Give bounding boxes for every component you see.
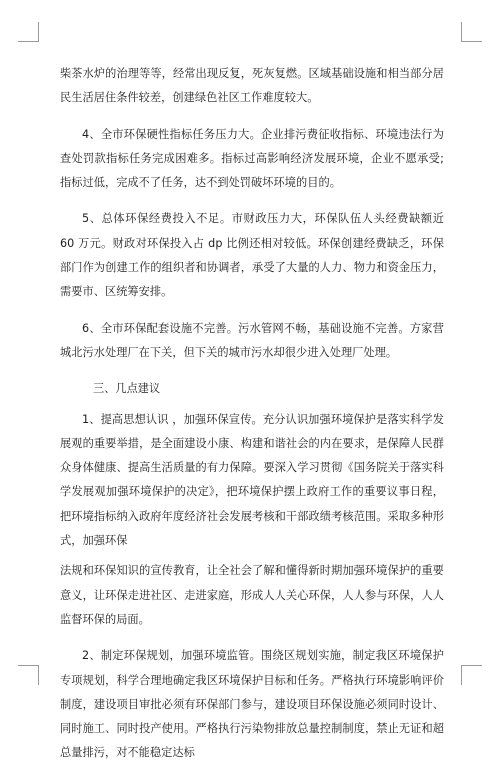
document-body [60, 62, 444, 778]
paragraph-hard-indicator-pressure: 4、全市环保硬性指标任务压力大。企业排污费征收指标、环境违法行为查处罚款指标任务完成困难多。指标过高影响经济发展环境，企业不愿承受;指标过低，完成不了任务，达不到处罚破坏环境的目的。 [60, 127, 444, 190]
crop-mark-top-right-vertical [461, 22, 462, 42]
crop-mark-bottom-right-vertical [461, 665, 462, 685]
crop-mark-bottom-left-vertical [38, 665, 39, 685]
crop-mark-top-right-horizontal [461, 41, 482, 42]
section-heading-recommendations: 三、几点建议 [93, 382, 161, 396]
crop-mark-top-left-vertical [38, 22, 39, 42]
paragraph-supporting-facilities: 6、全市环保配套设施不完善。污水管网不畅，基础设施不完善。方家营城北污水处理厂在下关，但下关的城市污水却很少进入处理厂处理。 [60, 321, 444, 359]
crop-mark-bottom-right-horizontal [461, 665, 482, 666]
crop-mark-bottom-left-horizontal [18, 665, 39, 666]
paragraph-legal-education: 法规和环保知识的宣传教育，让全社会了解和懂得新时期加强环境保护的重要意义，让环保走进社区、走进家庭，形成人人关心环保，人人参与环保，人人监督环保的局面。 [60, 564, 444, 626]
paragraph-raise-awareness: 1、提高思想认识 ，加强环保宣传。充分认识加强环境保护是落实科学发展观的重要举措，是全面建设小康、构建和谐社会的内在要求，是保障人民群众身体健康、提高生活质量的有力保障。要深入学习贯彻《国务院关于落实科学发展观加强环境保护的决定》，把环境保护摆上政府工作的重要议事日程，把环境指标纳入政府年度经济社会发展考核和干部政绩考核范围。采取多种形式，加强环保 [60, 412, 444, 548]
paragraph-green-community: 柴茶水炉的治理等等，经常出现反复，死灰复燃。区域基础设施和相当部分居民生活居住条件较差，创建绿色社区工作难度较大。 [60, 67, 444, 105]
crop-mark-top-left-horizontal [18, 41, 39, 42]
paragraph-environmental-planning: 2、制定环保规划，加强环境监管。围绕区规划实施，制定我区环境保护专项规划，科学合理地确定我区环境保护目标和任务。严格执行环境影响评价制度，建设项目审批必须有环保部门参与，建设项目环保设施必须同时设计、同时施工、同时投产使用。严格执行污染物排放总量控制制度，禁止无证和超总量排污，对不能稳定达标 [60, 649, 444, 760]
paragraph-funding-shortfall: 5、总体环保经费投入不足。市财政压力大，环保队伍人头经费缺额近 60 万元。财政对环保投入占 dp 比例还相对较低。环保创建经费缺乏，环保部门作为创建工作的组织者和协调者，承受了大量的人力、物力和资金压力，需要市、区统筹安排。 [60, 212, 444, 299]
